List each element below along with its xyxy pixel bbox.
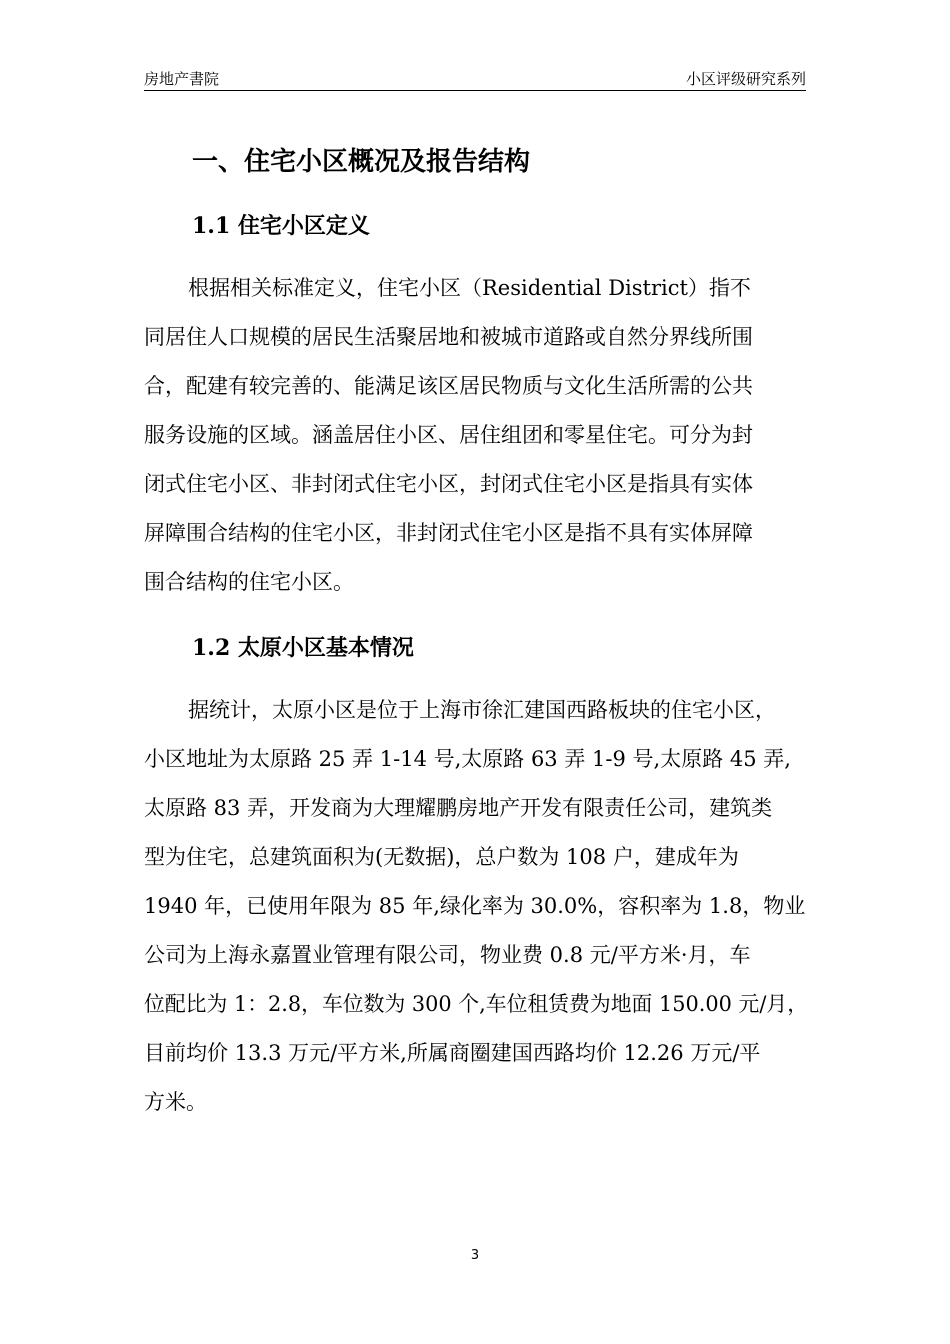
paragraph-line: 同居住人口规模的居民生活聚居地和被城市道路或自然分界线所围 (144, 325, 753, 349)
paragraph-line: 公司为上海永嘉置业管理有限公司，物业费 0.8 元/平方米·月，车 (144, 943, 751, 967)
paragraph-line: 屏障围合结构的住宅小区，非封闭式住宅小区是指不具有实体屏障 (144, 521, 753, 545)
page-header (144, 64, 806, 91)
header-publisher: 房地产書院 (144, 70, 220, 88)
paragraph-line: 据统计，太原小区是位于上海市徐汇建国西路板块的住宅小区， (188, 698, 776, 722)
paragraph-line: 合，配建有较完善的、能满足该区居民物质与文化生活所需的公共 (144, 374, 753, 398)
paragraph-line: 小区地址为太原路 25 弄 1-14 号,太原路 63 弄 1-9 号,太原路 45 弄, (144, 747, 791, 771)
paragraph-line: 1940 年，已使用年限为 85 年,绿化率为 30.0%，容积率为 1.8，物业 (144, 894, 806, 918)
subsection-title-overview: 1.2 太原小区基本情况 (192, 635, 414, 661)
paragraph-line: 位配比为 1：2.8，车位数为 300 个,车位租赁费为地面 150.00 元/月， (144, 992, 809, 1016)
paragraph-line: 太原路 83 弄，开发商为大理耀鹏房地产开发有限责任公司，建筑类 (144, 796, 773, 820)
paragraph-line: 服务设施的区域。涵盖居住小区、居住组团和零星住宅。可分为封 (144, 423, 753, 447)
paragraph-line: 方米。 (144, 1090, 207, 1114)
paragraph-line: 闭式住宅小区、非封闭式住宅小区，封闭式住宅小区是指具有实体 (144, 472, 753, 496)
section-title: 一、住宅小区概况及报告结构 (192, 147, 531, 177)
subsection-title-definition: 1.1 住宅小区定义 (192, 213, 370, 239)
paragraph-line: 目前均价 13.3 万元/平方米,所属商圈建国西路均价 12.26 万元/平 (144, 1041, 761, 1065)
definition-paragraph (144, 264, 808, 607)
paragraph-line: 围合结构的住宅小区。 (144, 570, 354, 594)
paragraph-line: 根据相关标准定义，住宅小区（Residential District）指不 (188, 276, 751, 300)
header-series: 小区评级研究系列 (685, 70, 806, 88)
paragraph-line: 型为住宅，总建筑面积为(无数据)，总户数为 108 户，建成年为 (144, 845, 739, 869)
page-number: 3 (470, 1248, 480, 1263)
overview-paragraph (144, 686, 808, 1127)
